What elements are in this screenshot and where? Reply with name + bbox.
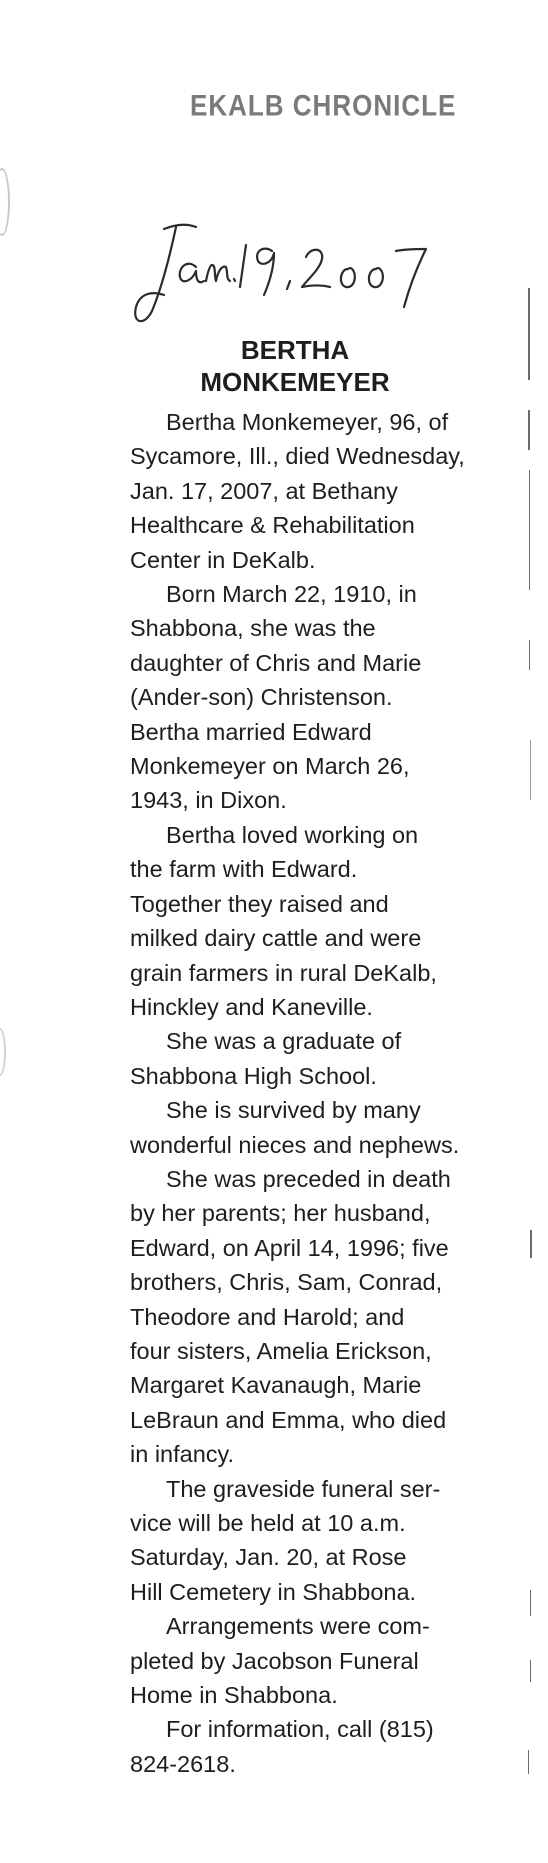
- obituary-line: (Ander-son) Christenson.: [130, 684, 393, 711]
- obituary-title-line: MONKEMEYER: [200, 367, 390, 397]
- page-edge-mark: [0, 168, 10, 236]
- obituary-line: Bertha loved working on: [166, 821, 419, 848]
- obituary-line: grain farmers in rural DeKalb,: [130, 959, 437, 986]
- obituary-line: daughter of Chris and Marie: [130, 649, 422, 676]
- obituary-line: Arrangements were com-: [166, 1613, 430, 1640]
- obituary-line: Healthcare & Rehabilitation: [130, 512, 415, 539]
- column-rule: [530, 1590, 531, 1616]
- obituary-line: milked dairy cattle and were: [130, 925, 422, 952]
- column-rule: [528, 1750, 529, 1774]
- page-edge-mark: [0, 1028, 6, 1076]
- obituary-line: the farm with Edward.: [130, 856, 358, 883]
- obituary-line: pleted by Jacobson Funeral: [130, 1647, 419, 1674]
- obituary-line: Center in DeKalb.: [130, 546, 316, 573]
- handwritten-date-signature: [130, 215, 450, 335]
- newspaper-masthead: EKALB CHRONICLE: [190, 87, 457, 123]
- obituary-title: [130, 334, 460, 398]
- obituary-line: Monkemeyer on March 26,: [130, 753, 410, 780]
- obituary-line: Home in Shabbona.: [130, 1682, 338, 1709]
- column-rule: [528, 288, 530, 380]
- obituary-line: LeBraun and Emma, who died: [130, 1406, 447, 1433]
- obituary-line: 1943, in Dixon.: [130, 787, 287, 814]
- obituary-line: Hinckley and Kaneville.: [130, 993, 373, 1020]
- column-rule: [528, 410, 530, 450]
- obituary-line: Saturday, Jan. 20, at Rose: [130, 1544, 407, 1571]
- obituary-line: She was preceded in death: [166, 1165, 451, 1192]
- column-rule: [529, 640, 530, 670]
- obituary-line: Sycamore, Ill., died Wednesday,: [130, 443, 465, 470]
- column-rule: [529, 470, 530, 590]
- obituary-line: Theodore and Harold; and: [130, 1303, 405, 1330]
- obituary-line: Bertha Monkemeyer, 96, of: [166, 409, 449, 435]
- obituary-line: She was a graduate of: [166, 1028, 402, 1055]
- column-rule: [530, 1660, 531, 1682]
- obituary-title-line: BERTHA: [240, 335, 350, 365]
- obituary-line: in infancy.: [130, 1441, 235, 1468]
- column-rule: [530, 1230, 532, 1258]
- obituary-line: For information, call (815): [166, 1716, 434, 1743]
- obituary-line: Hill Cemetery in Shabbona.: [130, 1578, 417, 1605]
- obituary-line: Edward, on April 14, 1996; five: [130, 1234, 449, 1261]
- obituary-line: four sisters, Amelia Erickson,: [130, 1337, 432, 1364]
- column-rule: [530, 740, 531, 800]
- obituary-line: brothers, Chris, Sam, Conrad,: [130, 1269, 443, 1296]
- obituary-line: The graveside funeral ser-: [166, 1475, 441, 1502]
- obituary-line: Bertha married Edward: [130, 718, 372, 745]
- obituary-line: Margaret Kavanaugh, Marie: [130, 1372, 422, 1399]
- obituary-body: [130, 405, 500, 1781]
- obituary-line: by her parents; her husband,: [130, 1200, 431, 1227]
- obituary-line: Shabbona, she was the: [130, 615, 376, 642]
- obituary-line: Born March 22, 1910, in: [166, 581, 417, 608]
- obituary-line: wonderful nieces and nephews.: [130, 1131, 460, 1158]
- obituary-line: vice will be held at 10 a.m.: [130, 1510, 406, 1536]
- obituary-line: She is survived by many: [166, 1097, 421, 1124]
- obituary-line: Together they raised and: [130, 890, 389, 917]
- obituary-line: Jan. 17, 2007, at Bethany: [130, 477, 398, 504]
- obituary-line: 824-2618.: [130, 1750, 236, 1777]
- obituary-line: Shabbona High School.: [130, 1062, 377, 1089]
